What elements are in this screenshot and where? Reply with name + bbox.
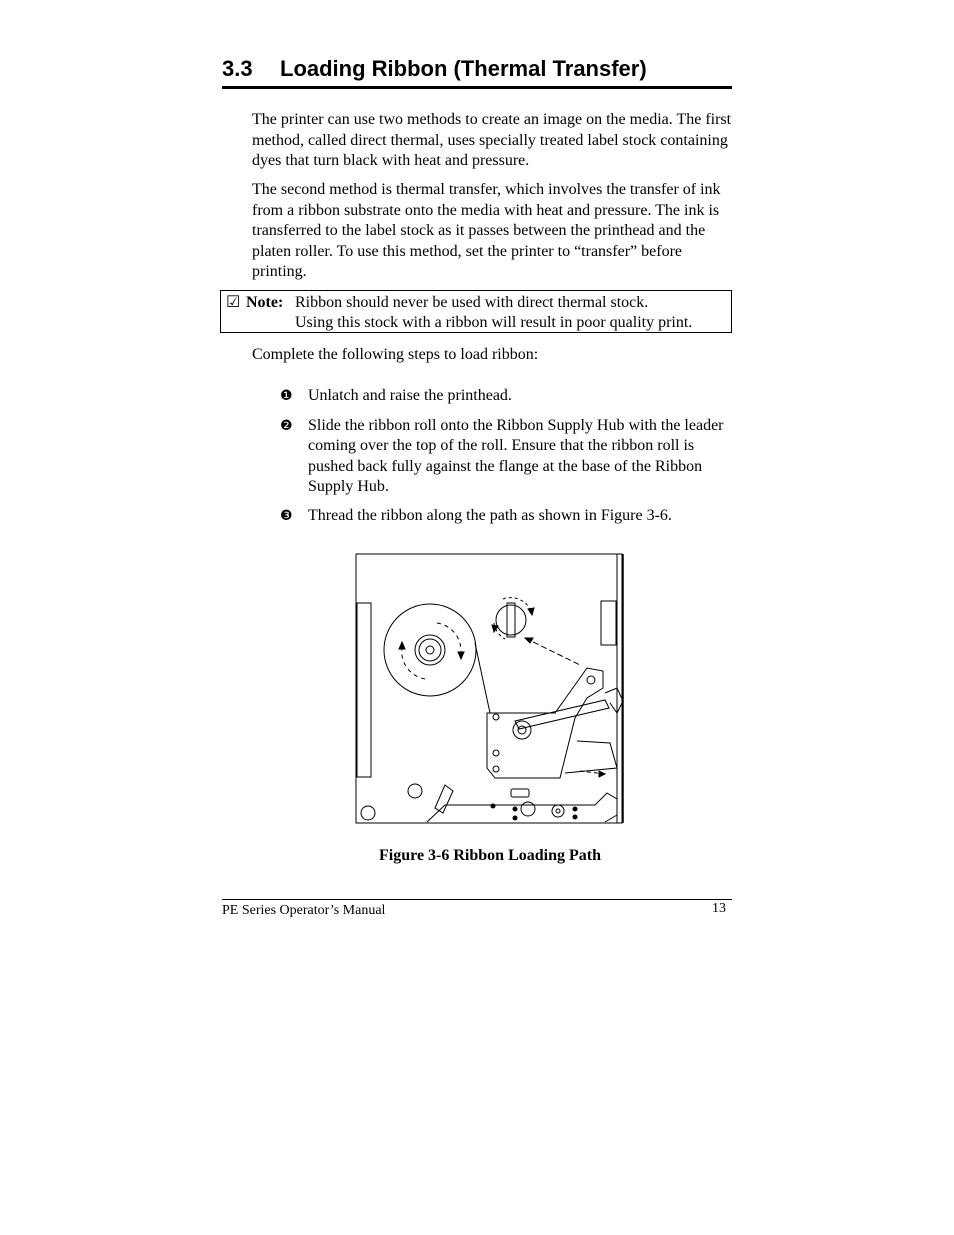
note-label: Note: bbox=[246, 294, 284, 311]
paragraph-thermal-transfer: The second method is thermal transfer, which involves the transfer of ink from a ribbon substrate onto the media with heat and pressure. The ink is transferred to the label stock as it passes between the printhead and the platen roller. To use this method, set the printer to “transfer” before printing. bbox=[252, 181, 721, 280]
footer-rule bbox=[222, 899, 732, 900]
right-slot bbox=[601, 601, 616, 645]
section-heading bbox=[222, 56, 732, 82]
platen-assembly bbox=[361, 784, 617, 822]
ribbon-takeup-hub bbox=[492, 598, 534, 639]
footer-manual-title: PE Series Operator’s Manual bbox=[222, 903, 386, 918]
step-3-text: Thread the ribbon along the path as shown in Figure 3-6. bbox=[308, 507, 672, 524]
step-2-bullet-icon: ❷ bbox=[280, 418, 293, 434]
steps-intro: Complete the following steps to load ribbon: bbox=[252, 346, 539, 363]
step-1-text: Unlatch and raise the printhead. bbox=[308, 387, 512, 404]
step-1-bullet-icon: ❶ bbox=[280, 388, 293, 404]
note-line-1: Ribbon should never be used with direct thermal stock. bbox=[295, 294, 649, 311]
section-number: 3.3 bbox=[222, 56, 253, 81]
printer-frame bbox=[356, 554, 622, 823]
step-3-bullet-icon: ❸ bbox=[280, 508, 293, 524]
section-title: Loading Ribbon (Thermal Transfer) bbox=[280, 56, 647, 81]
checkbox-icon: ☑ bbox=[226, 294, 241, 311]
note-box bbox=[220, 290, 732, 333]
step-2-text: Slide the ribbon roll onto the Ribbon Supply Hub with the leader coming over the top of the roll. Ensure that the ribbon roll is pushed back fully against the flange at the base of the Ribbon Supply Hub. bbox=[308, 417, 724, 495]
printhead-assembly bbox=[487, 668, 623, 778]
figure-caption: Figure 3-6 Ribbon Loading Path bbox=[379, 847, 601, 864]
note-line-2: Using this stock with a ribbon will result in poor quality print. bbox=[295, 314, 693, 331]
left-slot bbox=[357, 603, 371, 777]
paragraph-methods: The printer can use two methods to create an image on the media. The first method, called direct thermal, uses specially treated label stock containing dyes that turn black with heat and pressure. bbox=[252, 111, 732, 169]
heading-rule bbox=[222, 86, 732, 89]
footer-page-number: 13 bbox=[712, 901, 726, 916]
ribbon-loading-diagram bbox=[355, 553, 625, 825]
ribbon-supply-roll bbox=[384, 604, 476, 696]
